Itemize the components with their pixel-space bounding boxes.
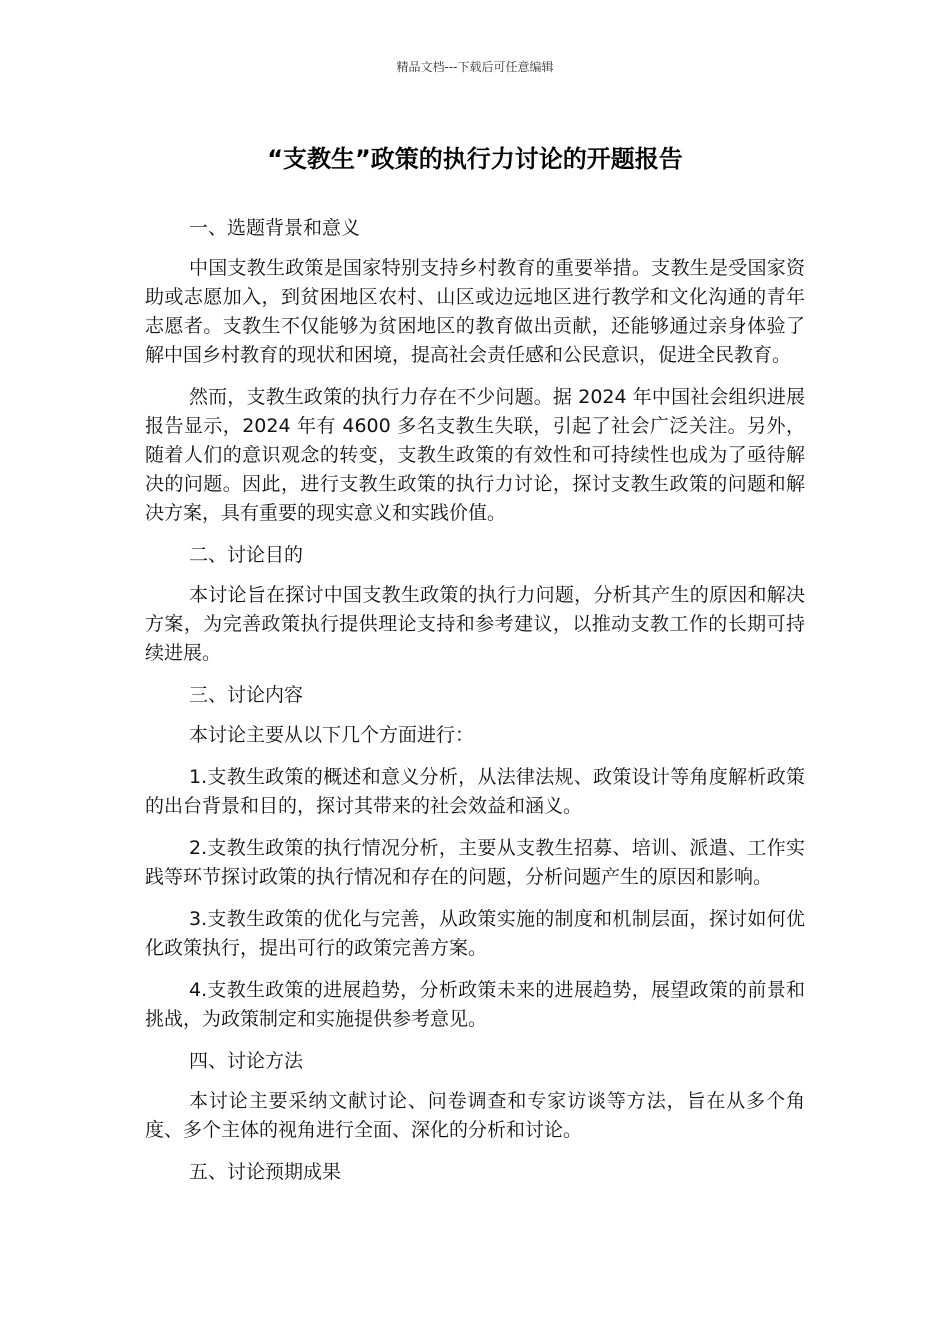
section-heading-expected-results: 五、讨论预期成果 [189,1161,342,1183]
paragraph-content-item-3: 3.支教生政策的优化与完善，从政策实施的制度和机制层面，探讨如何优化政策执行，提出可行的政策完善方案。 [145,908,805,959]
paragraph-background-intro: 中国支教生政策是国家特别支持乡村教育的重要举措。支教生是受国家资助或志愿加入，到贫困地区农村、山区或边远地区进行教学和文化沟通的青年志愿者。支教生不仅能够为贫困地区的教育做出贡献，还能够通过亲身体验了解中国乡村教育的现状和困境，提高社会责任感和公民意识，促进全民教育。 [145,257,805,366]
paragraph-content-item-4: 4.支教生政策的进展趋势，分析政策未来的进展趋势，展望政策的前景和挑战，为政策制定和实施提供参考意见。 [145,979,805,1030]
document-title: “支教生”政策的执行力讨论的开题报告 [267,145,683,173]
paragraph-content-item-1: 1.支教生政策的概述和意义分析，从法律法规、政策设计等角度解析政策的出台背景和目的，探讨其带来的社会效益和涵义。 [145,766,805,817]
section-heading-methods: 四、讨论方法 [189,1050,304,1072]
document-body [145,214,805,1198]
section-heading-background: 一、选题背景和意义 [189,217,361,239]
paragraph-content-intro: 本讨论主要从以下几个方面进行： [189,724,475,746]
paragraph-methods: 本讨论主要采纳文献讨论、问卷调查和专家访谈等方法，旨在从多个角度、多个主体的视角进行全面、深化的分析和讨论。 [145,1090,805,1141]
page-header: 精品文档---下载后可任意编辑 [396,60,554,74]
section-heading-content: 三、讨论内容 [189,684,304,706]
paragraph-content-item-2: 2.支教生政策的执行情况分析，主要从支教生招募、培训、派遣、工作实践等环节探讨政策的执行情况和存在的问题，分析问题产生的原因和影响。 [145,837,805,888]
paragraph-background-problems: 然而，支教生政策的执行力存在不少问题。据 2024 年中国社会组织进展报告显示，2024 年有 4600 多名支教生失联，引起了社会广泛关注。另外，随着人们的意识观念的转变，支教生政策的有效性和可持续性也成为了亟待解决的问题。因此，进行支教生政策的执行力讨论，探讨支教生政策的问题和解决方案，具有重要的现实意义和实践价值。 [145,386,805,524]
paragraph-purpose: 本讨论旨在探讨中国支教生政策的执行力问题，分析其产生的原因和解决方案，为完善政策执行提供理论支持和参考建议，以推动支教工作的长期可持续进展。 [145,584,805,664]
section-heading-purpose: 二、讨论目的 [189,544,304,566]
